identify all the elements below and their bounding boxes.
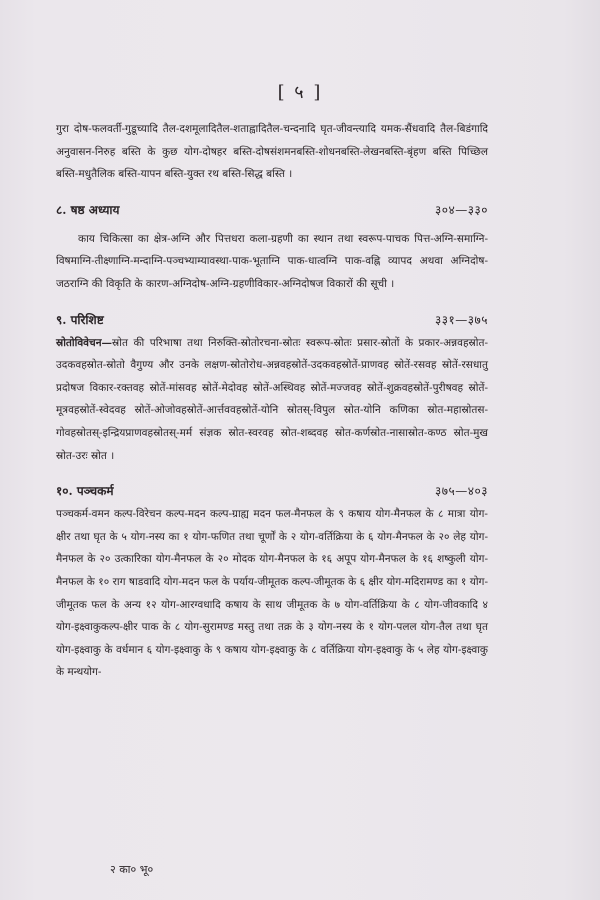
section-text: काय चिकित्सा का क्षेत्र-अग्नि और पित्तधरा कला-ग्रहणी का स्थान तथा स्वरूप-पाचक पित्त-अग्नि-समाग्नि-विषमाग्नि-तीक्ष्णाग्नि-मन्दाग्नि-पञ्चभ्याम्यावस्था-पाक-भूताग्नि पाक-धात्वग्नि पाक-वह्नि व्यापद अथवा अग्निदोष-जठराग्नि की विकृति के कारण-अग्निदोष-अग्नि-ग्रहणीविकार-अग्निदोषज विकारों की सूची । (56, 232, 488, 290)
section-body: स्रोत की परिभाषा तथा निरुक्ति-स्रोतोरचना-स्रोतः स्वरूप-स्रोतः प्रसार-स्रोतों के प्रकार-अन्नवहस्रोत-उदकवहस्रोत-स्रोतो वैगुण्य और उनके लक्षण-स्रोतोरोध-अन्नवहस्रोतें-उदकवहस्रोतें-प्राणवह स्रोतें-रसवह स्रोतें-रसधातु प्रदोषज विकार-रक्तवह स्रोतें-मांसवह स्रोतें-मेदोवह स्रोतें-अस्थिवह स्रोतें-मज्जवह स्रोतें-शुक्रवहस्रोतें-पुरीषवह स्रोतें-मूत्रवहस्रोतें-स्वेदवह स्रोतें-ओजोवहस्रोतें-आर्त्तववहस्रोतें-योनि स्रोतस्-विपुल स्रोत-योनि कणिका स्रोत-महास्रोतस-गोवहस्रोतस्-इन्द्रियप्राणवहस्रोतस्-मर्म संज्ञक स्रोत-स्वरवह स्रोत-शब्दवह स्रोत-कर्णस्रोत-नासास्रोत-कण्ठ स्रोत-मुख स्रोत-उरः स्रोत । (56, 336, 488, 462)
section-continuation-text: गुरा दोष-फलवर्ती-गुडूच्यादि तैल-दशमूलादितैल-शताह्वादितैल-चन्दनादि घृत-जीवन्त्यादि यमक-सैंधवादि तैल-बिडंगादि अनुवासन-निरुह बस्ति के कुछ योग-दोषहर बस्ति-दोषसंशमनबस्ति-शोधनबस्ति-लेखनबस्ति-बृंहण बस्ति पिच्छिल बस्ति-मधुतैलिक बस्ति-यापन बस्ति-युक्त रथ बस्ति-सिद्ध बस्ति । (56, 123, 488, 181)
section-title: ९. परिशिष्ट (56, 312, 104, 327)
section-text (56, 332, 488, 468)
section-body: ग्राह्य मदन फल-मैनफल के ९ कषाय योग-मैनफल के ८ मात्रा योग-क्षीर तथा घृत के ५ योग-नस्य का १ योग-फणित तथा चूर्णों के २ योग-वर्तिक्रिया के ६ योग-मैनफल के २० लेह योग-मैनफल के २० उत्कारिका योग-मैनफल के २० मोदक योग-मैनफल के १६ अपूप योग-मैनफल के १६ शष्कुली योग-मैनफल के १० राग षाडवादि योग-मदन फल के पर्याय-जीमूतक कल्प-जीमूतक के ६ क्षीर योग-मदिरामण्ड का १ योग-जीमूतक फल के अन्य १२ योग-आरग्वधादि कषाय के साथ जीमूतक के ७ योग-वर्तिक्रिया के ८ योग-जीवकादि ४ योग-इक्ष्वाकुकल्प-क्षीर पाक के ८ योग-सुरामण्ड मस्तु तथा तक्र के ३ योग-नस्य के १ योग-पलल योग-तैल तथा घृत योग-इक्ष्वाकु के वर्धमान ६ योग-इक्ष्वाकु के ९ कषाय योग-इक्ष्वाकु के ८ वर्तिक्रिया योग-इक्ष्वाकु के ५ लेह योग-इक्ष्वाकु के मन्थयोग- (56, 508, 488, 679)
section-title: ८. षष्ठ अध्याय (56, 202, 120, 217)
section-text (56, 503, 488, 684)
page-range: ३७५—४०३ (435, 484, 488, 499)
page-range: ३३१—३७५ (435, 312, 488, 327)
page-range: ३०४—३३० (435, 202, 488, 217)
section-lead-term: पञ्चकर्म-वमन कल्प-विरेचन कल्प-मदन कल्प- (56, 508, 233, 521)
signature-mark: २ का० भू० (110, 863, 154, 876)
section-lead-term: स्रोतोविवेचन— (56, 336, 113, 349)
section-heading-appendix (56, 308, 488, 332)
section-title: १०. पञ्चकर्म (56, 484, 114, 499)
contents-body (56, 118, 488, 684)
page-number: [ ५ ] (277, 82, 323, 103)
section-heading-chapter-8 (56, 198, 488, 222)
section-heading-panchakarma (56, 479, 488, 503)
